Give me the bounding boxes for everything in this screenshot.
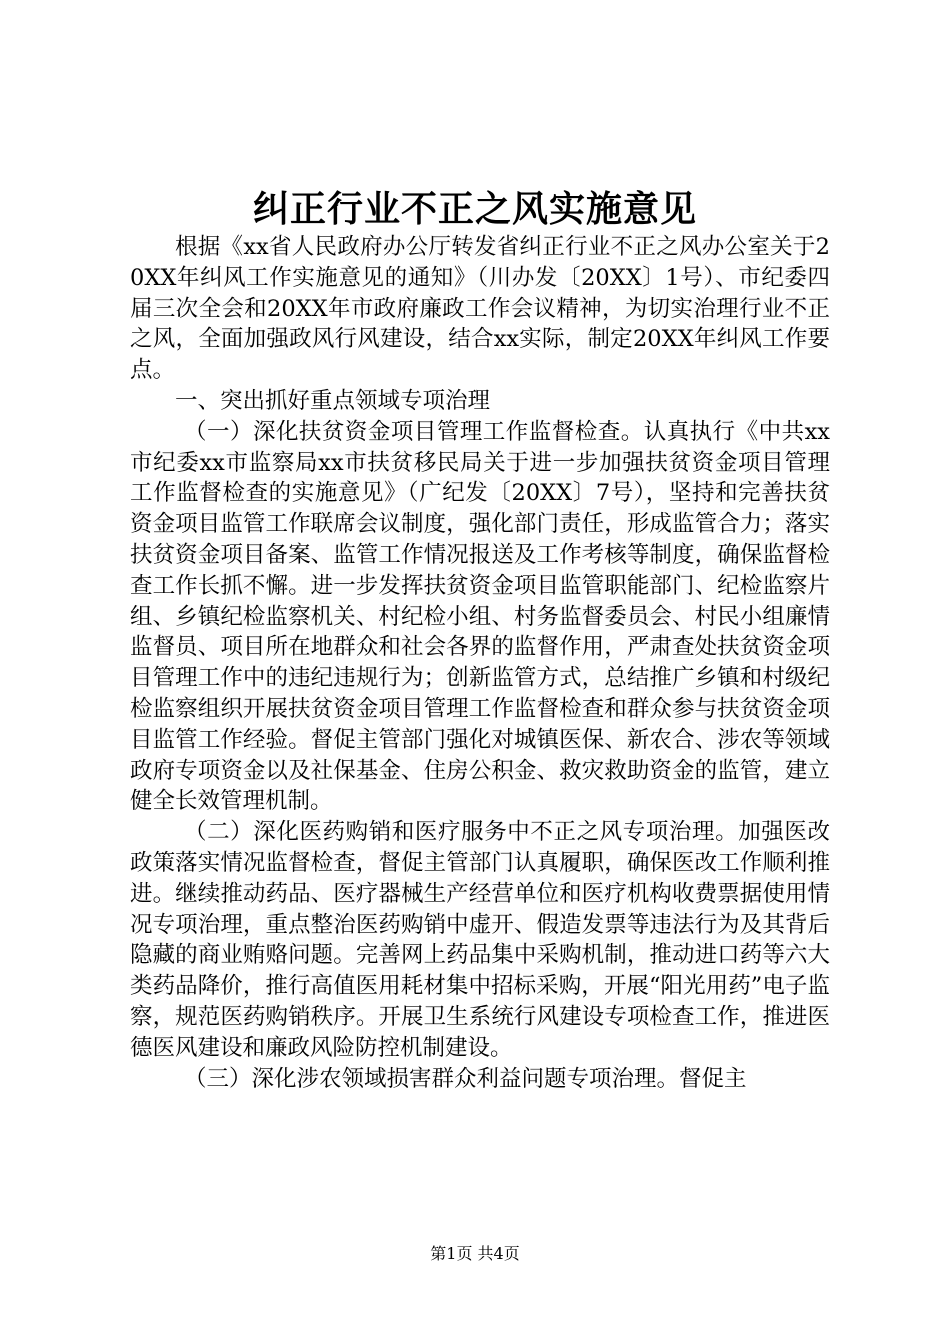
page-footer: 第1页 共4页 — [430, 1244, 520, 1263]
paragraph-item-3: （三）深化涉农领域损害群众利益问题专项治理。督促主 — [184, 1065, 747, 1092]
document-title: 纠正行业不正之风实施意见 — [252, 188, 697, 230]
paragraph-item-2: （二）深化医药购销和医疗服务中不正之风专项治理。加强医改政策落实情况监督检查，督促主管部门认真履职，确保医改工作顺利推进。继续推动药品、医疗器械生产经营单位和医疗机构收费票据使用情况专项治理，重点整治医药购销中虚开、假造发票等违法行为及其背后隐藏的商业贿赂问题。完善网上药品集中采购机制，推动进口药等六大类药品降价，推行高值医用耗材集中招标采购，开展“阳光用药”电子监察，规范医药购销秩序。开展卫生系统行风建设专项检查工作，推进医德医风建设和廉政风险防控机制建设。 — [130, 819, 830, 1061]
document-body — [130, 232, 830, 1094]
section-heading-1: 一、突出抓好重点领域专项治理 — [175, 387, 491, 414]
paragraph-intro: 根据《xx省人民政府办公厅转发省纠正行业不正之风办公室关于20XX年纠风工作实施意见的通知》（川办发〔20XX〕1号）、市纪委四届三次全会和20XX年市政府廉政工作会议精神，为切实治理行业不正之风，全面加强政风行风建设，结合xx实际，制定20XX年纠风工作要点。 — [130, 234, 830, 384]
paragraph-item-1: （一）深化扶贫资金项目管理工作监督检查。认真执行《中共xx市纪委xx市监察局xx市扶贫移民局关于进一步加强扶贫资金项目管理工作监督检查的实施意见》（广纪发〔20XX〕7号），坚持和完善扶贫资金项目监管工作联席会议制度，强化部门责任，形成监管合力；落实扶贫资金项目备案、监管工作情况报送及工作考核等制度，确保监督检查工作长抓不懈。进一步发挥扶贫资金项目监管职能部门、纪检监察片组、乡镇纪检监察机关、村纪检小组、村务监督委员会、村民小组廉情监督员、项目所在地群众和社会各界的监督作用，严肃查处扶贫资金项目管理工作中的违纪违规行为；创新监管方式，总结推广乡镇和村级纪检监察组织开展扶贫资金项目管理工作监督检查和群众参与扶贫资金项目监管工作经验。督促主管部门强化对城镇医保、新农合、涉农等领域政府专项资金以及社保基金、住房公积金、救灾救助资金的监管，建立健全长效管理机制。 — [130, 418, 830, 815]
